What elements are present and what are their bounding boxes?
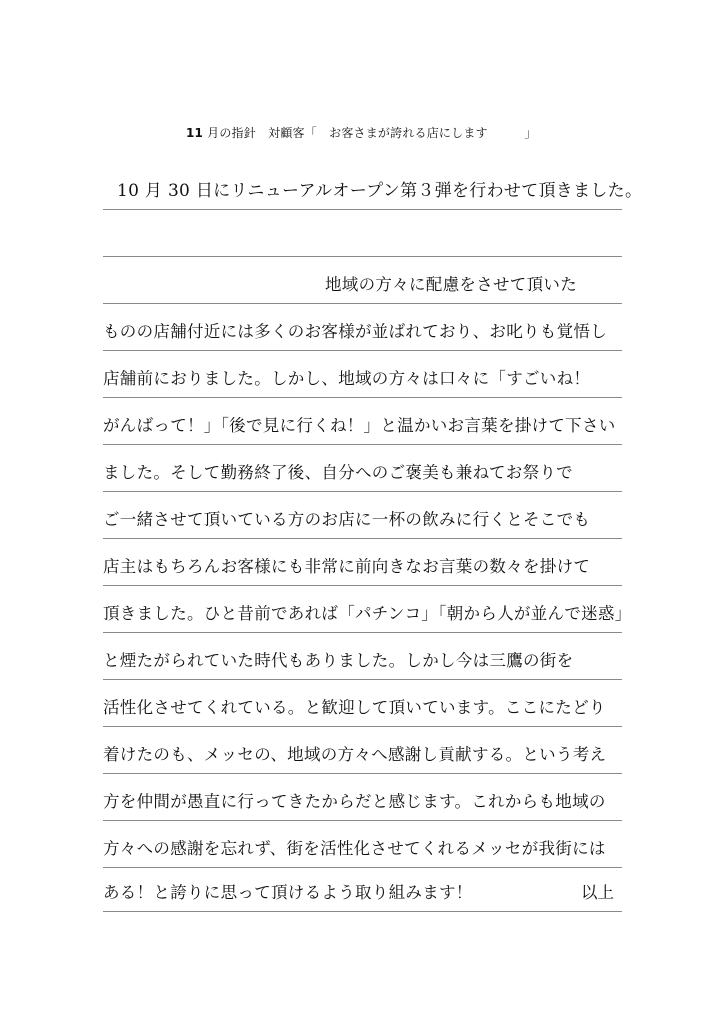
body-text: ご一緒させて頂いている方のお店に一杯の飲みに行くとそこでも — [103, 510, 591, 529]
body-text: ものの店舗付近には多くのお客様が並ばれており、お叱りも覚悟し — [103, 322, 607, 341]
body-text: ました。そして勤務終了後、自分へのご褒美も兼ねてお祭りで — [103, 463, 573, 482]
body-text: 活性化させてくれている。と歓迎して頂いています。ここにたどり — [103, 698, 606, 717]
ruled-line-13 — [103, 821, 622, 868]
body-text: ある！と誇りに思って頂けるよう取り組みます！ — [103, 883, 473, 902]
body-text: 店舗前におりました。しかし、地域の方々は口々に「すごいね！ — [103, 369, 591, 388]
ruled-line-6 — [103, 492, 622, 539]
ruled-line-7 — [103, 539, 622, 586]
headline-text: 10 月 30 日にリニューアルオープン第３弾を行わせて頂きました。 — [117, 181, 643, 201]
body-text: 頂きました。ひと昔前であれば「パチンコ」「朝から人が並んで迷惑」 — [103, 604, 632, 623]
body-text: 方を仲間が愚直に行ってきたからだと感じます。これからも地域の — [103, 792, 606, 811]
body-text: 方々への感謝を忘れず、街を活性化させてくれるメッセが我街には — [103, 839, 606, 858]
ruled-line-2 — [103, 304, 622, 351]
closing-mark: 以上 — [581, 883, 614, 902]
body-text: がんばって！」「後で見に行くね！」と温かいお言葉を掛けて下さい — [103, 416, 616, 435]
monthly-guideline-header — [186, 124, 537, 141]
ruled-line-blank — [103, 210, 622, 257]
ruled-line-1 — [103, 257, 622, 304]
ruled-line-8 — [103, 586, 632, 633]
month-number: 11 — [186, 126, 204, 140]
ruled-line-11 — [103, 727, 622, 774]
guideline-text: 月の指針 対顧客「 お客さまが誇れる店にします 」 — [203, 126, 537, 140]
body-text: 着けたのも、メッセの、地域の方々へ感謝し貢献する。という考え — [103, 745, 607, 764]
ruled-line-9 — [103, 633, 622, 680]
ruled-line-12 — [103, 774, 622, 821]
ruled-line-14 — [103, 865, 622, 912]
body-text: 地域の方々に配慮をさせて頂いた — [325, 275, 577, 294]
ruled-line-4 — [103, 398, 622, 445]
body-text: 店主はもちろんお客様にも非常に前向きなお言葉の数々を掛けて — [103, 557, 591, 576]
body-text: と煙たがられていた時代もありました。しかし今は三鷹の街を — [103, 651, 574, 670]
headline-row — [103, 163, 643, 210]
ruled-line-10 — [103, 680, 622, 727]
ruled-line-5 — [103, 445, 622, 492]
ruled-line-3 — [103, 351, 622, 398]
